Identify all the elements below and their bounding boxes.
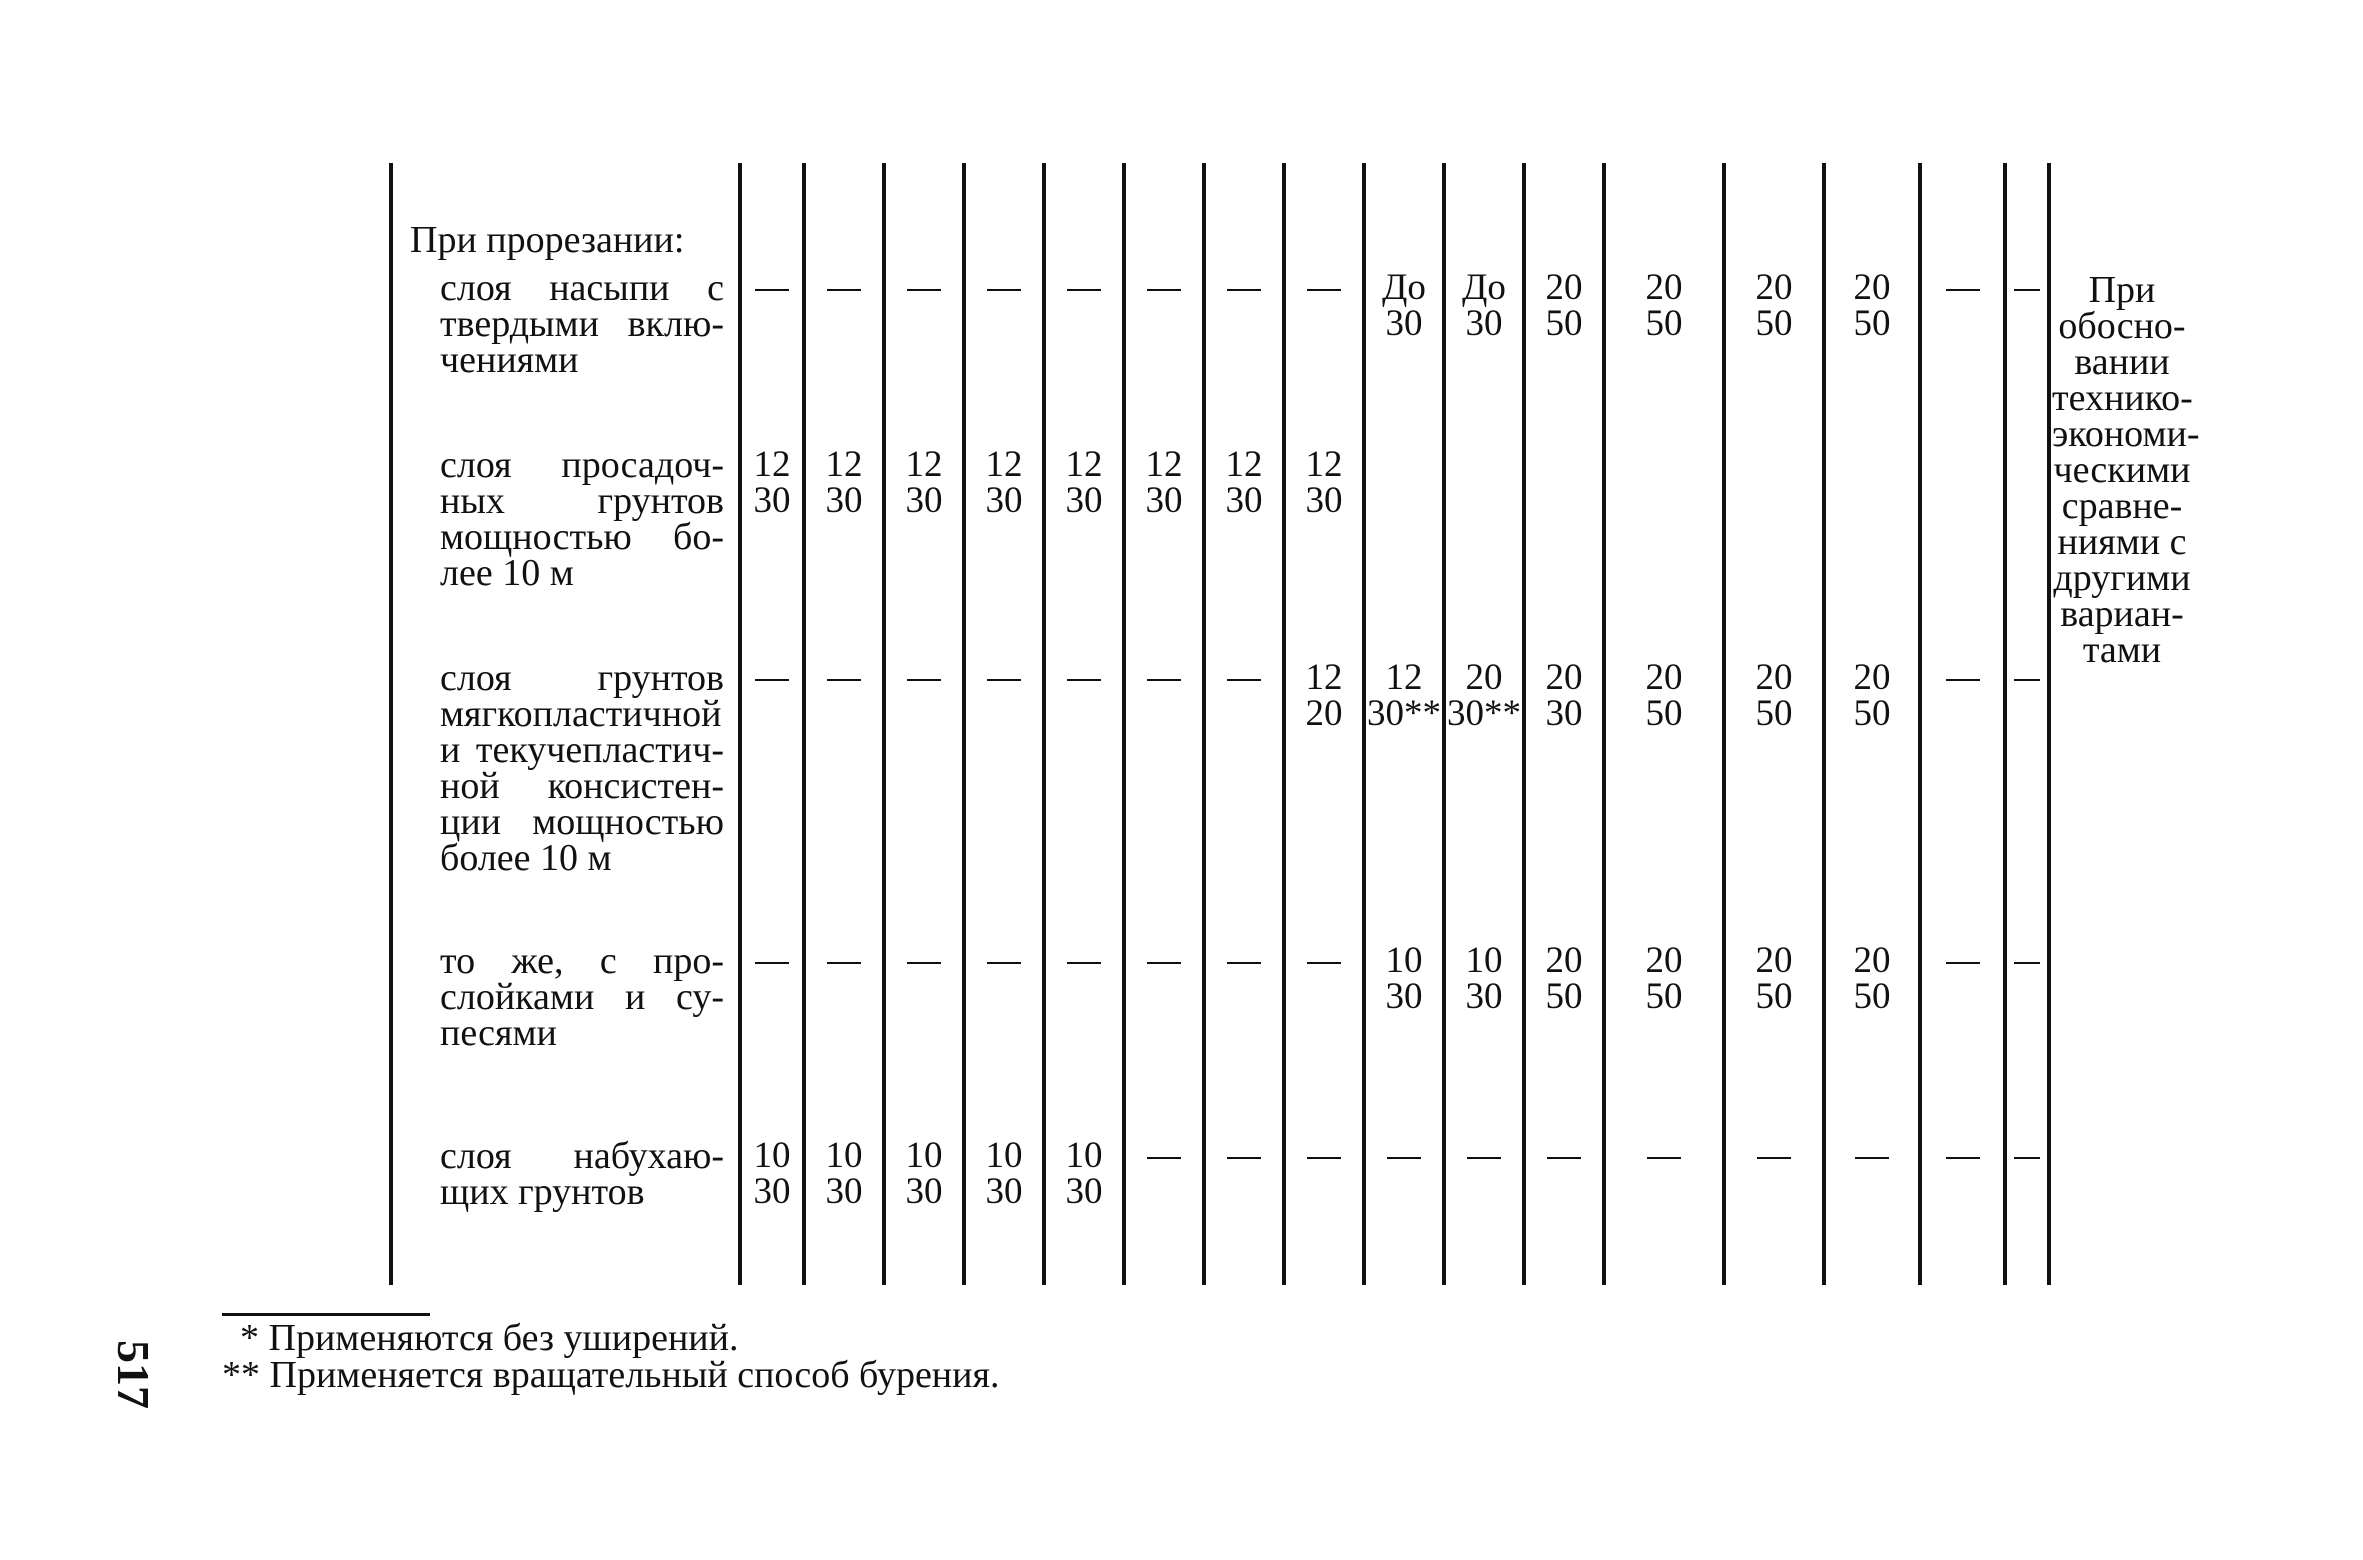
cell-value: 30 <box>1065 480 1103 521</box>
table-cell <box>1606 940 1722 1017</box>
cell-value: 20 <box>1545 940 1583 981</box>
table-cell <box>1726 940 1822 1017</box>
table-cell <box>966 444 1042 521</box>
remark-line: технико- <box>2052 377 2193 419</box>
cell-value: 50 <box>1545 976 1583 1017</box>
description-line: песями <box>440 1012 557 1054</box>
cell-value: 50 <box>1645 303 1683 344</box>
cell-value: 50 <box>1853 693 1891 734</box>
column-divider <box>1042 163 1046 1285</box>
table-cell <box>742 444 802 521</box>
row-description <box>440 657 724 879</box>
description-line: и текучепластич- <box>440 729 724 771</box>
description-line: ных грунтов <box>440 480 724 522</box>
dash-cell <box>1227 679 1261 681</box>
column-divider <box>2047 163 2051 1285</box>
row-description <box>440 267 724 381</box>
table-left-border <box>389 163 393 1285</box>
cell-value: 30 <box>1305 480 1343 521</box>
dash-cell <box>1147 962 1181 964</box>
table-cell <box>1446 940 1522 1017</box>
dash-cell <box>1067 289 1101 291</box>
cell-value: 30 <box>985 1171 1023 1212</box>
table-cell <box>966 1135 1042 1212</box>
cell-value: 30 <box>1065 1171 1103 1212</box>
description-line: более 10 м <box>440 837 612 879</box>
row-description <box>440 940 724 1054</box>
dash-cell <box>1547 1157 1581 1159</box>
dash-cell <box>1147 679 1181 681</box>
cell-value: 10 <box>1385 940 1423 981</box>
remark-line: тами <box>2082 629 2162 671</box>
table-cell <box>1366 267 1442 344</box>
description-line: ной консистен- <box>440 765 724 807</box>
remark-line: вании <box>2074 341 2170 383</box>
cell-value: 10 <box>985 1135 1023 1176</box>
remark-column <box>2052 269 2200 671</box>
cell-value: 10 <box>1065 1135 1103 1176</box>
dash-cell <box>1227 1157 1261 1159</box>
remark-line: ческими <box>2053 449 2191 491</box>
table-cell <box>1286 444 1362 521</box>
cell-value: 50 <box>1755 976 1793 1017</box>
description-line: слоя просадоч- <box>440 444 724 486</box>
dash-cell <box>2014 679 2040 681</box>
cell-value: 10 <box>905 1135 943 1176</box>
remark-line: сравне- <box>2061 485 2183 527</box>
dash-cell <box>827 679 861 681</box>
dash-cell <box>2014 1157 2040 1159</box>
description-line: щих грунтов <box>440 1171 645 1213</box>
dash-cell <box>755 962 789 964</box>
dash-cell <box>1946 962 1980 964</box>
column-divider <box>802 163 806 1285</box>
cell-value: 20 <box>1853 657 1891 698</box>
column-divider <box>1918 163 1922 1285</box>
cell-value: 10 <box>825 1135 863 1176</box>
cell-value: 20 <box>1545 267 1583 308</box>
dash-cell <box>907 962 941 964</box>
footnote-2: ** Применяется вращательный способ бурения. <box>222 1354 1000 1396</box>
cell-value: 30 <box>905 1171 943 1212</box>
table-cell <box>1366 940 1442 1017</box>
column-divider <box>1122 163 1126 1285</box>
dash-cell <box>987 679 1021 681</box>
cell-value: 12 <box>905 444 943 485</box>
cell-value: 12 <box>1225 444 1263 485</box>
dash-cell <box>987 289 1021 291</box>
dash-cell <box>2014 289 2040 291</box>
cell-value: 30 <box>1225 480 1263 521</box>
cell-value: 20 <box>1755 657 1793 698</box>
table-cell <box>1126 444 1202 521</box>
cell-value: 20 <box>1465 657 1503 698</box>
dash-cell <box>1467 1157 1501 1159</box>
cell-value: 20 <box>1755 267 1793 308</box>
table-cell <box>1526 657 1602 734</box>
description-line: чениями <box>440 339 579 381</box>
dash-cell <box>1946 289 1980 291</box>
dash-cell <box>1227 289 1261 291</box>
column-divider <box>1202 163 1206 1285</box>
footnote-rule <box>222 1313 430 1316</box>
table-cell <box>1526 267 1602 344</box>
cell-value: 20 <box>1645 657 1683 698</box>
cell-value: 50 <box>1853 303 1891 344</box>
cell-value: 12 <box>753 444 791 485</box>
cell-value: 12 <box>1145 444 1183 485</box>
table-cell <box>742 1135 802 1212</box>
table-cell <box>886 444 962 521</box>
table-cell <box>1206 444 1282 521</box>
row-description <box>440 444 724 594</box>
dash-cell <box>1946 679 1980 681</box>
page-number: 517 <box>108 1340 159 1409</box>
table-cell <box>1286 657 1362 734</box>
dash-cell <box>1757 1157 1791 1159</box>
dash-cell <box>827 962 861 964</box>
description-line: мощностью бо- <box>440 516 724 558</box>
table-cell <box>1826 657 1918 734</box>
cell-value: 20 <box>1853 940 1891 981</box>
dash-cell <box>907 289 941 291</box>
cell-value: 30 <box>1145 480 1183 521</box>
cell-value: 50 <box>1645 693 1683 734</box>
cell-value: 30 <box>985 480 1023 521</box>
cell-value: 12 <box>1305 444 1343 485</box>
cell-value: 50 <box>1755 693 1793 734</box>
dash-cell <box>987 962 1021 964</box>
dash-cell <box>1307 1157 1341 1159</box>
remark-line: экономи- <box>2052 413 2200 455</box>
dash-cell <box>1067 962 1101 964</box>
dash-cell <box>2014 962 2040 964</box>
cell-value: 30 <box>905 480 943 521</box>
dash-cell <box>1855 1157 1889 1159</box>
description-line: слойками и су- <box>440 976 724 1018</box>
table-cell <box>1726 657 1822 734</box>
cell-value: 20 <box>1755 940 1793 981</box>
dash-cell <box>1307 289 1341 291</box>
table-cell <box>1446 267 1522 344</box>
table-cell <box>1606 267 1722 344</box>
description-line: слоя грунтов <box>440 657 724 699</box>
description-line: твердыми вклю- <box>440 303 724 345</box>
cell-value: 12 <box>1305 657 1343 698</box>
cell-value: До <box>1462 267 1506 308</box>
table-cell <box>1366 657 1442 734</box>
cell-value: 20 <box>1645 940 1683 981</box>
column-divider <box>962 163 966 1285</box>
remark-line: ниями с <box>2057 521 2187 563</box>
table-cell <box>1606 657 1722 734</box>
cell-value: До <box>1382 267 1426 308</box>
row-description <box>440 1135 724 1213</box>
remark-line: вариан- <box>2060 593 2184 635</box>
table-cell <box>806 1135 882 1212</box>
cell-value: 10 <box>753 1135 791 1176</box>
remark-line: обосно- <box>2058 305 2186 347</box>
dash-cell <box>1147 1157 1181 1159</box>
cell-value: 50 <box>1545 303 1583 344</box>
cell-value: 10 <box>1465 940 1503 981</box>
description-line: ции мощностью <box>440 801 724 843</box>
dash-cell <box>1147 289 1181 291</box>
cell-value: 20 <box>1853 267 1891 308</box>
description-line: слоя насыпи с <box>440 267 724 309</box>
cell-value: 20 <box>1545 657 1583 698</box>
dash-cell <box>1946 1157 1980 1159</box>
cell-value: 30 <box>1545 693 1583 734</box>
dash-cell <box>1307 962 1341 964</box>
table-cell <box>1826 940 1918 1017</box>
table-header: При прорезании: <box>410 219 685 261</box>
cell-value: 30 <box>825 1171 863 1212</box>
cell-value: 30 <box>753 1171 791 1212</box>
cell-value: 30 <box>1385 303 1423 344</box>
table-cell <box>1446 657 1522 734</box>
cell-value: 12 <box>985 444 1023 485</box>
dash-cell <box>907 679 941 681</box>
table-cell <box>1726 267 1822 344</box>
cell-value: 30** <box>1447 693 1521 734</box>
cell-value: 12 <box>1385 657 1423 698</box>
description-line: слоя набухаю- <box>440 1135 724 1177</box>
cell-value: 50 <box>1755 303 1793 344</box>
cell-value: 12 <box>825 444 863 485</box>
table-cell <box>806 444 882 521</box>
cell-value: 30 <box>753 480 791 521</box>
cell-value: 50 <box>1853 976 1891 1017</box>
column-divider <box>738 163 742 1285</box>
table-cell <box>886 1135 962 1212</box>
table-cell <box>1046 1135 1122 1212</box>
dash-cell <box>1647 1157 1681 1159</box>
dash-cell <box>1387 1157 1421 1159</box>
dash-cell <box>755 289 789 291</box>
column-divider <box>2003 163 2007 1285</box>
cell-value: 20 <box>1305 693 1343 734</box>
cell-value: 12 <box>1065 444 1103 485</box>
cell-value: 20 <box>1645 267 1683 308</box>
remark-line: другими <box>2053 557 2191 599</box>
remark-line: При <box>2088 269 2156 311</box>
cell-value: 30 <box>1465 303 1503 344</box>
description-line: лее 10 м <box>440 552 574 594</box>
table-cell <box>1046 444 1122 521</box>
cell-value: 30 <box>825 480 863 521</box>
footnote-1: * Применяются без уширений. <box>240 1317 739 1359</box>
cell-value: 50 <box>1645 976 1683 1017</box>
column-divider <box>882 163 886 1285</box>
dash-cell <box>755 679 789 681</box>
table-cell <box>1826 267 1918 344</box>
dash-cell <box>827 289 861 291</box>
cell-value: 30 <box>1385 976 1423 1017</box>
cell-value: 30** <box>1367 693 1441 734</box>
description-line: то же, с про- <box>440 940 724 982</box>
dash-cell <box>1067 679 1101 681</box>
table-cell <box>1526 940 1602 1017</box>
description-line: мягкопластичной <box>440 693 722 735</box>
dash-cell <box>1227 962 1261 964</box>
cell-value: 30 <box>1465 976 1503 1017</box>
